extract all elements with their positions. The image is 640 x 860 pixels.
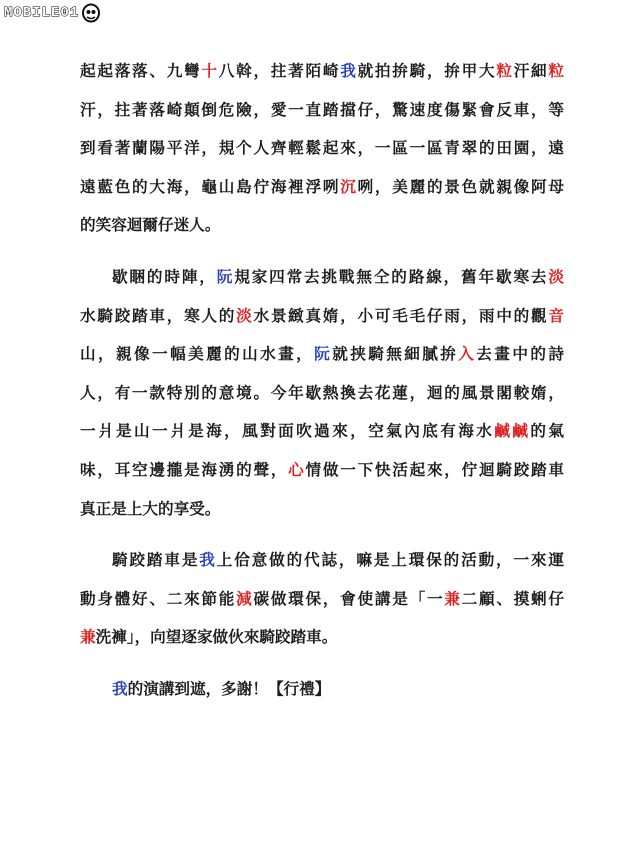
text-segment: 動身體好、二來節能 xyxy=(80,589,237,608)
highlight-red-text: 淡 xyxy=(236,306,254,325)
logo-face-icon xyxy=(81,3,101,23)
text-segment: 的氣 xyxy=(530,422,564,441)
text-segment: 起起落落、九彎 xyxy=(80,62,202,80)
text-line xyxy=(80,168,564,207)
text-segment: 二顧、摸蜊仔 xyxy=(461,589,564,608)
speech-document xyxy=(80,52,564,709)
text-segment: 就挟騎無細膩拚 xyxy=(332,345,459,364)
text-line xyxy=(80,490,564,529)
text-line xyxy=(80,374,564,413)
text-segment: 山，親像一幅美麗的山水畫， xyxy=(80,345,315,364)
text-segment: 情做一下快活起來，佇迴騎跤踏車 xyxy=(305,460,564,479)
paragraph-gap xyxy=(80,657,564,670)
text-segment: 真正是上大的享受。 xyxy=(80,499,221,518)
text-line xyxy=(80,297,564,336)
text-line xyxy=(80,451,564,490)
highlight-blue-text: 我 xyxy=(199,551,217,570)
text-line xyxy=(80,580,564,619)
text-segment: 騎跤踏車是 xyxy=(112,551,200,570)
paragraph-2 xyxy=(80,258,564,528)
text-line xyxy=(80,52,564,91)
text-line xyxy=(80,670,564,709)
highlight-red-text: 心 xyxy=(288,460,306,479)
text-segment: 味，耳空邊攏是海湧的聲， xyxy=(80,460,289,479)
text-segment: 碳做環保，會使講是「一 xyxy=(253,589,445,608)
paragraph-4 xyxy=(80,670,564,709)
text-segment: 的演講到遮，多謝！【行禮】 xyxy=(127,679,331,698)
text-line xyxy=(80,541,564,580)
paragraph-gap xyxy=(80,528,564,541)
highlight-red-text: 鹹鹹 xyxy=(494,422,531,441)
text-segment: 到看著蘭陽平洋，規个人齊輕鬆起來，一區一區青翠的田園，遠 xyxy=(80,139,564,158)
text-line xyxy=(80,618,564,657)
text-segment: 咧，美麗的景色就親像阿母 xyxy=(357,177,564,196)
highlight-red-text: 兼 xyxy=(80,628,96,647)
highlight-blue-text: 我 xyxy=(340,62,358,80)
highlight-blue-text: 阮 xyxy=(314,345,333,364)
paragraph-3 xyxy=(80,541,564,657)
text-segment: 汗細 xyxy=(513,62,549,80)
text-segment: 就拍拚騎，拚甲大 xyxy=(357,62,497,80)
text-line xyxy=(80,129,564,168)
site-logo xyxy=(4,2,101,24)
highlight-red-text: 入 xyxy=(458,345,477,364)
paragraph-gap xyxy=(80,245,564,258)
text-segment: 洗褲」，向望逐家做伙來騎跤踏車。 xyxy=(95,628,338,647)
text-segment: 去畫中的詩 xyxy=(476,345,564,364)
text-segment: 人，有一款特別的意境。今年歇熱換去花蓮，迴的風景閣較媠， xyxy=(80,383,564,402)
highlight-blue-text: 我 xyxy=(112,679,128,698)
text-segment: 八斡，拄著陌崎 xyxy=(218,62,341,80)
text-segment: 一爿是山一爿是海，風對面吹過來，空氣內底有海水 xyxy=(80,422,495,441)
text-segment: 的笑容迴爾仔迷人。 xyxy=(80,216,221,235)
text-segment: 遠藍色的大海，龜山島佇海裡浮咧 xyxy=(80,177,341,196)
highlight-red-text: 音 xyxy=(548,306,564,325)
highlight-red-text: 減 xyxy=(236,589,254,608)
highlight-red-text: 粒 xyxy=(496,62,514,80)
text-line xyxy=(80,412,564,451)
highlight-red-text: 十 xyxy=(201,62,219,80)
text-segment: 水景緻真媠，小可毛毛仔雨，雨中的觀 xyxy=(253,306,549,325)
text-line xyxy=(80,335,564,374)
text-segment: 歇睏的時陣， xyxy=(112,267,217,286)
highlight-red-text: 粒 xyxy=(548,62,564,80)
text-line xyxy=(80,91,564,130)
highlight-blue-text: 阮 xyxy=(216,267,235,286)
highlight-red-text: 兼 xyxy=(444,589,462,608)
text-segment: 規家四常去挑戰無仝的路線，舊年歇寒去 xyxy=(234,267,549,286)
text-segment: 汗，拄著落崎顛倒危險，愛一直踏擋仔，驚速度傷緊會反車，等 xyxy=(80,100,564,119)
highlight-red-text: 淡 xyxy=(548,267,564,286)
paragraph-1 xyxy=(80,52,564,245)
highlight-red-text: 沉 xyxy=(340,177,358,196)
logo-text: MOBILE01 xyxy=(4,5,80,21)
text-line xyxy=(80,258,564,297)
text-segment: 水騎跤踏車，寒人的 xyxy=(80,306,237,325)
text-segment: 上佮意做的代誌，嘛是上環保的活動，一來運 xyxy=(216,551,564,570)
text-line xyxy=(80,206,564,245)
